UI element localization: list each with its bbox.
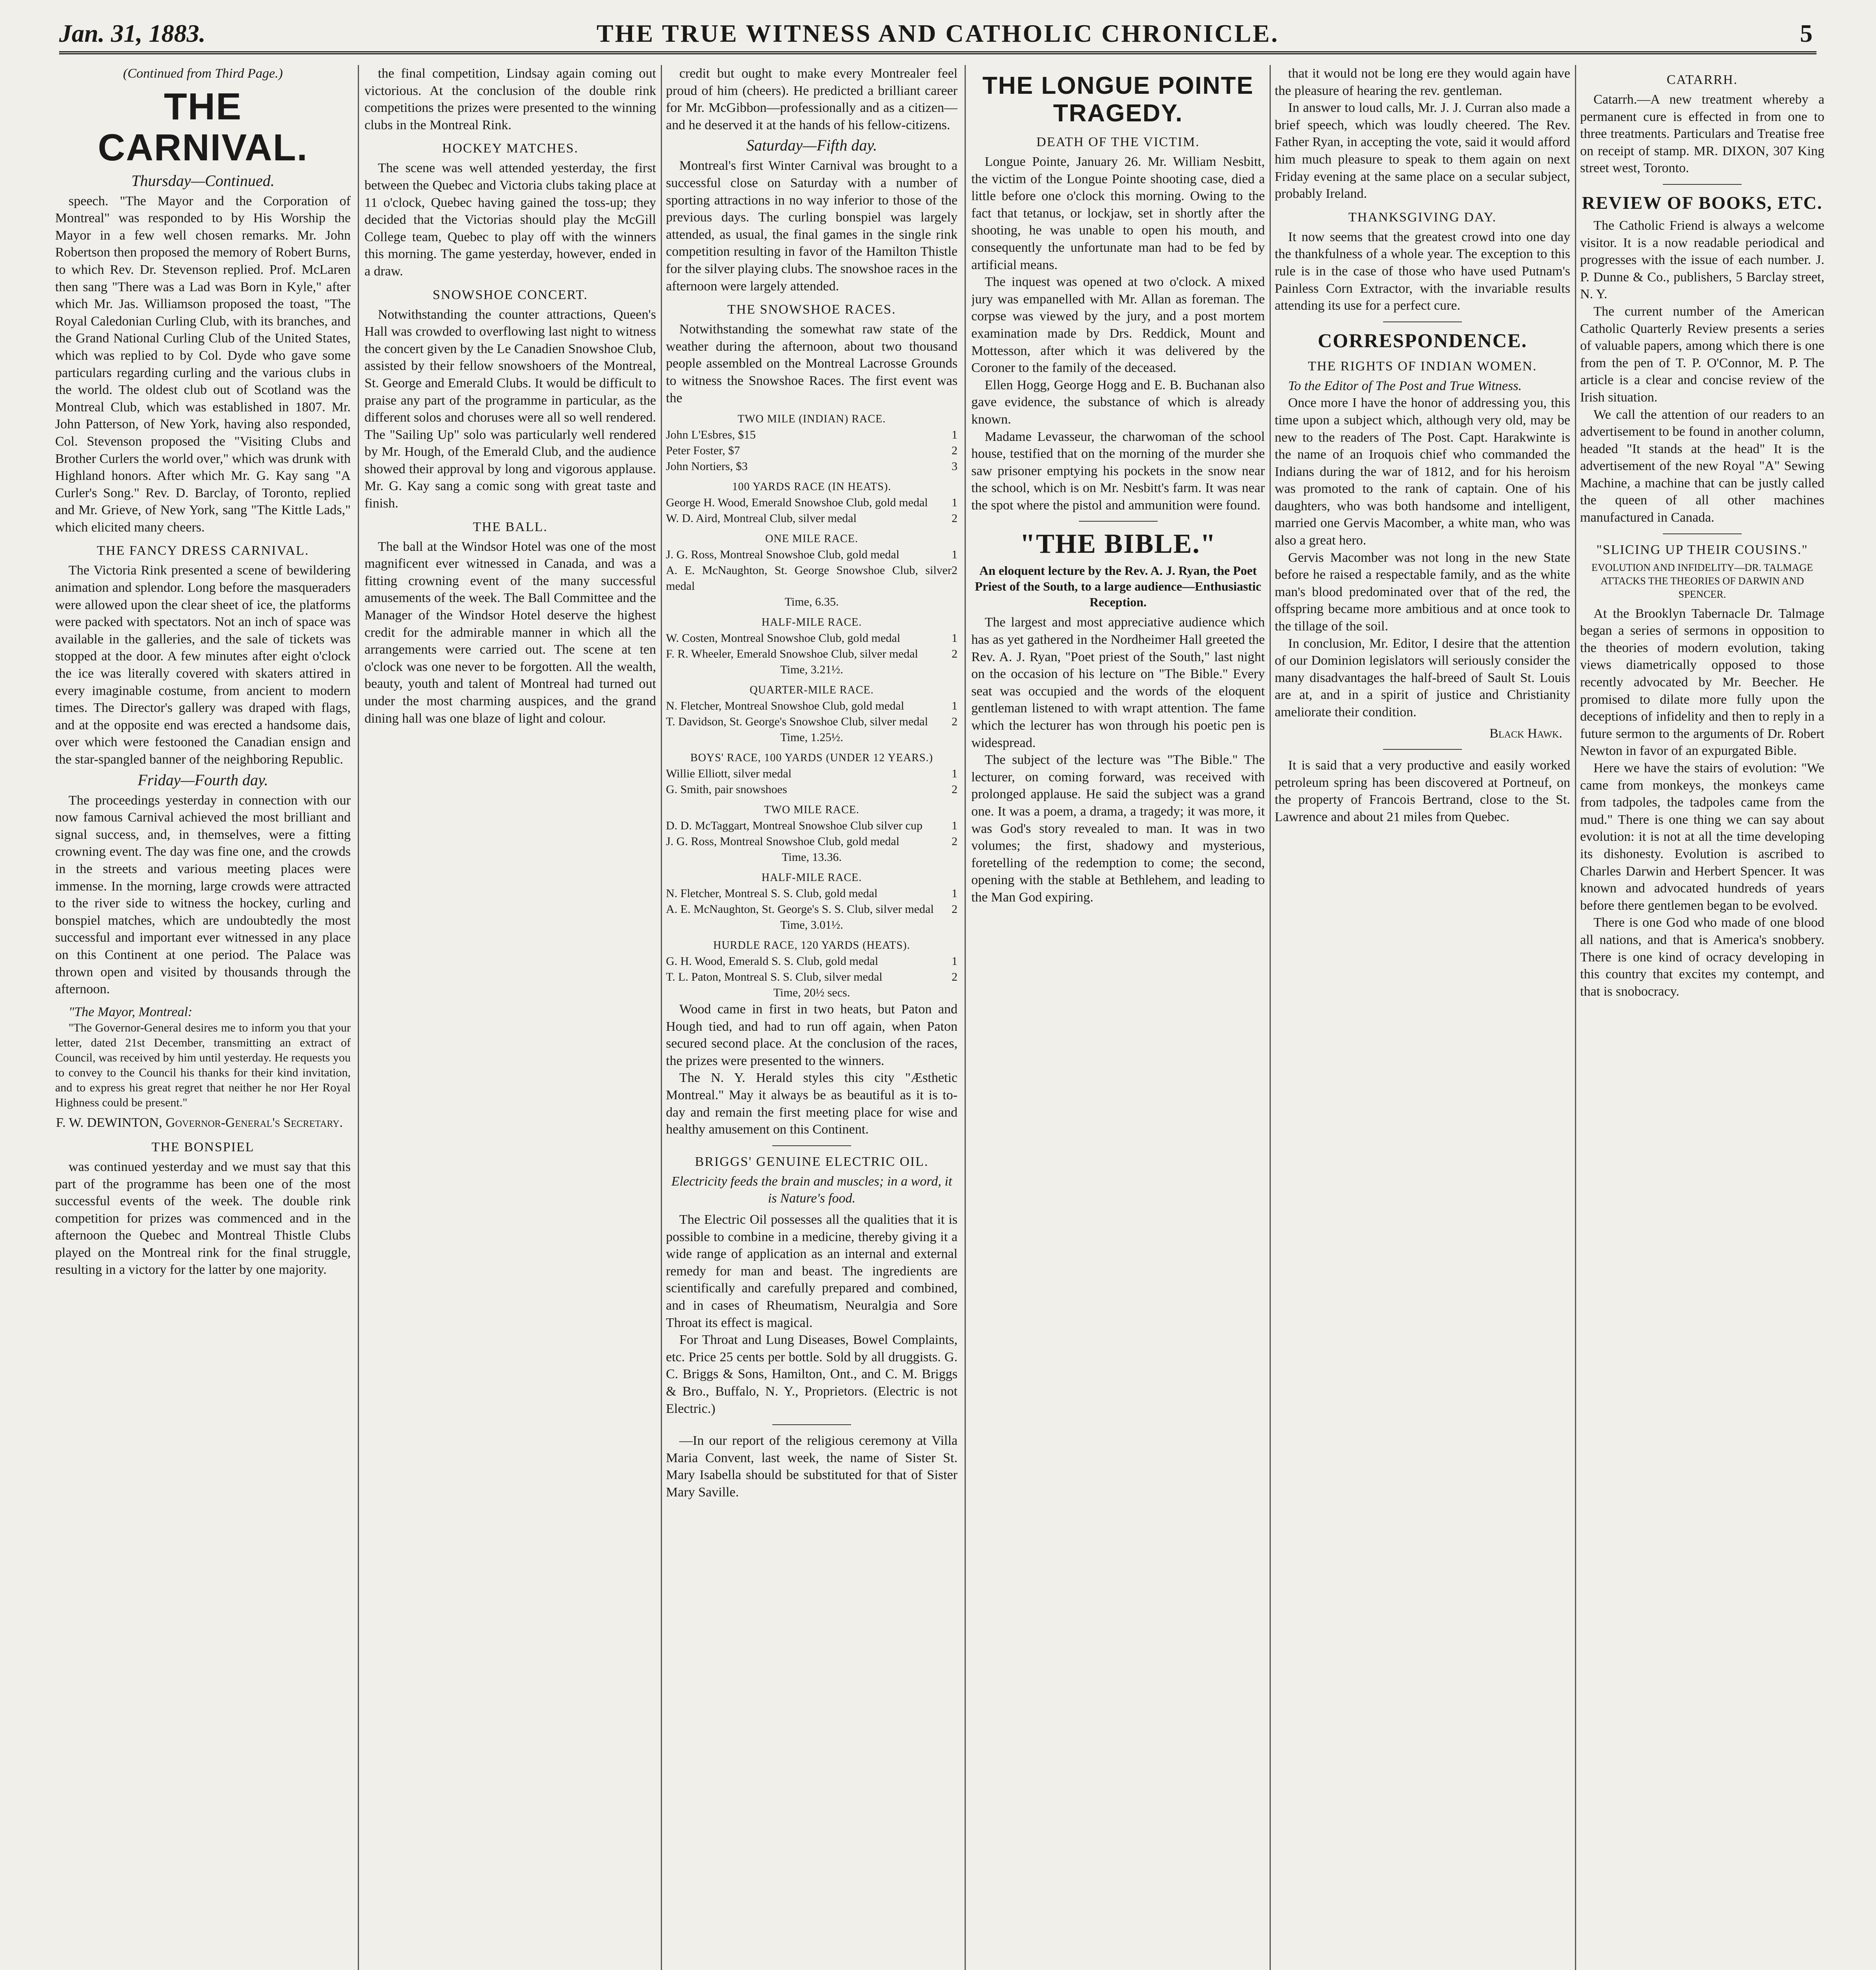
carnival-headline: THE CARNIVAL. <box>98 85 308 169</box>
article-paragraph: In conclusion, Mr. Editor, I desire that the attention of our Dominion legislators will seriously consider the many disadvantages the half-breed of Sault St. Louis are at, and in a spirit of justice and Christianity ameliorate their condition. <box>1275 636 1570 719</box>
race-time: Time, 6.35. <box>785 595 839 609</box>
race-result-row <box>666 886 958 901</box>
article-paragraph: Montreal's first Winter Carnival was brought to a successful close on Saturday with a number of sporting attractions in no way inferior to those of the previous days. The curling bonspiel was largely attended, as usual, the final games in the single rink competition resulting in favor of the Hamilton Thistle for the silver playing clubs. The snowshoe races in the afternoon were largely attended. <box>666 158 958 294</box>
briggs-ad-deck: Electricity feeds the brain and muscles; in a word, it is Nature's food. <box>671 1174 952 1206</box>
race-place: 1 <box>952 887 958 900</box>
race-time: Time, 1.25½. <box>780 731 843 744</box>
race-entrant: W. D. Aird, Montreal Club, silver medal <box>666 512 857 525</box>
race-result-row <box>666 495 958 511</box>
article-paragraph: speech. "The Mayor and the Corporation of Montreal" was responded to by His Worship the Mayor in a few well chosen remarks. Mr. John Robertson then proposed the memory of Robert Burns, to which Rev. Dr. Stevenson replied. Prof. McLaren then sang "There was a Lad was Born in Kyle," after which Mr. Jas. Williamson proposed the toast, "The Royal Caledonian Curling Club, with its branches, and the Grand National Curling Club of the United States, which was replied to by Col. Dyde who gave some particulars regarding curling and the various clubs in the world. The oldest club out of Scotland was the Montreal Club, which was established in 1807. Mr. John Patterson, of New York, having also responded, Col. Stevenson proposed the "Visiting Clubs and Brother Curlers the world over," which was drunk with Highland honors. After which Mr. G. Kay sang "A Curler's Song." Rev. D. Barclay, of Toronto, replied and Mr. Grieve, of New York, sang "The Kittle Lads," which elicited many cheers. <box>55 193 351 535</box>
race-place: 2 <box>952 512 958 525</box>
race-entrant: T. Davidson, St. George's Snowshoe Club, silver medal <box>666 715 928 729</box>
column-rule <box>1575 65 1576 1970</box>
race-result-row <box>666 459 958 474</box>
section-divider <box>1663 533 1742 534</box>
race-title: 100 YARDS RACE (IN HEATS). <box>732 481 891 493</box>
race-place: 1 <box>952 548 958 561</box>
article-paragraph: At the Brooklyn Tabernacle Dr. Talmage began a series of sermons in opposition to the theories of modern evolution, taking views diametrically opposed to those recently advocated by Mr. Beecher. He promised to dilate more fully upon the deceptions of infidelity and then to reply in a future sermon to the arguments of Dr. Robert Newton in favor of an expurgated Bible. <box>1580 606 1824 758</box>
article-paragraph: The proceedings yesterday in connection with our now famous Carnival achieved the most brilliant and signal success, and, in themselves, were a fitting crowning event. The day was fine one, and the crowds in the streets and various meeting places were immense. In the morning, large crowds were attracted to the river side to witness the hockey, curling and bonspiel matches, which are undoubtedly the most successful and important ever witnessed in any place on this Continent at one period. The Palace was thrown open and visited by thousands through the afternoon. <box>55 793 351 997</box>
race-entrant: N. Fletcher, Montreal Snowshoe Club, gold medal <box>666 699 904 713</box>
race-result-row <box>666 901 958 917</box>
race-result-row <box>666 714 958 730</box>
race-result-row <box>666 766 958 782</box>
section-divider <box>772 1424 851 1425</box>
race-place: 1 <box>952 819 958 833</box>
race-entrant: John L'Esbres, $15 <box>666 428 756 442</box>
article-paragraph: The Victoria Rink presented a scene of bewildering animation and splendor. Long before the masqueraders were allowed upon the clear sheet of ice, the platforms were packed with spectators. Not an inch of space was available in the galleries, and the sale of tickets was stopped at the door. A few minutes after eight o'clock the ice was literally covered with skaters attired in every imaginable costume, from ancient to modern times. The Director's gallery was draped with flags, and at the opposite end was erected a handsome dais, over which were festooned the Canadian ensign and the star-spangled banner of the neighboring Republic. <box>55 563 351 767</box>
race-entrant: J. G. Ross, Montreal Snowshoe Club, gold medal <box>666 835 900 848</box>
race-result-row <box>666 818 958 834</box>
race-time: Time, 3.01½. <box>780 918 843 932</box>
race-entrant: T. L. Paton, Montreal S. S. Club, silver medal <box>666 970 883 984</box>
column-2-hockey <box>364 65 656 1970</box>
race-entrant: G. Smith, pair snowshoes <box>666 783 787 796</box>
race-result-row <box>666 547 958 563</box>
thursday-subhead: Thursday—Continued. <box>131 171 275 190</box>
race-result-row <box>666 630 958 646</box>
column-6-reviews <box>1580 65 1824 1970</box>
article-paragraph: In answer to loud calls, Mr. J. J. Curran also made a brief speech, which was loudly cheered. The Rev. Father Ryan, in accepting the vote, said it would afford him much pleasure to speak to them again on next Friday evening at the same place on a secular subject, probably Ireland. <box>1275 100 1570 201</box>
race-title: ONE MILE RACE. <box>765 533 858 545</box>
race-entrant: A. E. McNaughton, St. George's S. S. Club, silver medal <box>666 903 934 916</box>
newspaper-title: THE TRUE WITNESS AND CATHOLIC CHRONICLE. <box>597 19 1279 47</box>
article-paragraph: The subject of the lecture was "The Bible." The lecturer, on coming forward, was received with prolonged applause. He said the subject was a grand one. It was a poem, a drama, a tragedy; it was more, it was God's story revealed to man. It was in two volumes; the first, shadowy and mysterious, foretelling of the redemption to come; the second, opening with the stable at Bethlehem, and leading to the Man God expiring. <box>971 753 1265 905</box>
section-divider <box>1383 749 1462 750</box>
bible-deck: An eloquent lecture by the Rev. A. J. Ryan, the Poet Priest of the South, to a large audience—Enthusiastic Reception. <box>974 563 1262 610</box>
article-paragraph: It is said that a very productive and easily worked petroleum spring has been discovered at Portneuf, on the property of Francois Bertrand, close to the St. Lawrence and about 21 miles from Quebec. <box>1275 758 1570 824</box>
column-rule <box>661 65 662 1970</box>
article-paragraph: the final competition, Lindsay again coming out victorious. At the conclusion of the double rink competitions the prizes were presented to the winning clubs in the Montreal Rink. <box>364 66 656 132</box>
friday-subhead: Friday—Fourth day. <box>138 771 268 789</box>
victim-subhead: DEATH OF THE VICTIM. <box>1036 135 1200 149</box>
ball-subhead: THE BALL. <box>473 519 548 534</box>
column-3-sports <box>666 65 958 1970</box>
article-paragraph: Notwithstanding the somewhat raw state of the weather during the afternoon, about two thousand people assembled on the Montreal Lacrosse Grounds to witness the Snowshoe Races. The first event was the <box>666 322 958 405</box>
race-entrant: George H. Wood, Emerald Snowshoe Club, gold medal <box>666 496 928 509</box>
race-entrant: N. Fletcher, Montreal S. S. Club, gold medal <box>666 887 878 900</box>
race-time: Time, 13.36. <box>781 851 842 864</box>
telegram-signature: F. W. DEWINTON, Governor-General's Secretary. <box>56 1115 343 1130</box>
article-paragraph: We call the attention of our readers to an advertisement to be found in another column, headed "It stands at the head" It is the advertisement of the new Royal "A" Sewing Machine, a machine that can be justly called the queen of all other machines manufactured in Canada. <box>1580 407 1824 525</box>
section-divider <box>772 1145 851 1146</box>
race-entrant: A. E. McNaughton, St. George Snowshoe Club, silver medal <box>666 564 952 593</box>
race-place: 1 <box>952 955 958 968</box>
slicing-deck: EVOLUTION AND INFIDELITY—DR. TALMAGE ATTACKS THE THEORIES OF DARWIN AND SPENCER. <box>1591 561 1813 600</box>
race-entrant: F. R. Wheeler, Emerald Snowshoe Club, silver medal <box>666 647 918 661</box>
race-place: 3 <box>952 460 958 473</box>
page-number: 5 <box>1800 19 1813 47</box>
race-result-row <box>666 782 958 797</box>
race-entrant: John Nortiers, $3 <box>666 460 748 473</box>
telegram-heading: "The Mayor, Montreal: <box>69 1004 193 1019</box>
race-place: 1 <box>952 699 958 713</box>
race-result-row <box>666 511 958 526</box>
article-paragraph: The Electric Oil possesses all the qualities that it is possible to combine in a medicine, thereby giving it a wide range of application as an internal and external remedy for man and beast. The ingredients are scientifically and carefully prepared and combined, and in cases of Rheumatism, Neuralgia and Sore Throat its effect is magical. <box>666 1212 958 1330</box>
bible-headline: "THE BIBLE." <box>1020 529 1216 559</box>
race-entrant: Willie Elliott, silver medal <box>666 767 792 781</box>
article-paragraph: Notwithstanding the counter attractions, Queen's Hall was crowded to overflowing last night to witness the concert given by the Le Canadien Snowshoe Club, assisted by their fellow snowshoers of the Montreal, St. George and Emerald Clubs. It would be difficult to praise any part of the programme in particular, as the different solos and choruses were all so well rendered. The "Sailing Up" solo was particularly well rendered by Mr. Hough, of the Emerald Club, and the audience showed their approval by long and vigorous applause. Mr. G. Kay sang a comic song with great taste and finish. <box>364 307 656 511</box>
concert-subhead: SNOWSHOE CONCERT. <box>432 287 588 302</box>
section-divider <box>1663 184 1742 185</box>
race-entrant: W. Costen, Montreal Snowshoe Club, gold medal <box>666 632 900 645</box>
column-rule <box>1270 65 1271 1970</box>
race-time: Time, 20½ secs. <box>773 986 850 1000</box>
race-result-row <box>666 969 958 985</box>
article-paragraph: that it would not be long ere they would again have the pleasure of hearing the rev. gentleman. <box>1275 66 1570 98</box>
hockey-subhead: HOCKEY MATCHES. <box>442 141 579 156</box>
issue-date: Jan. 31, 1883. <box>59 19 206 47</box>
race-place: 2 <box>952 903 958 916</box>
race-results <box>666 411 958 1001</box>
article-paragraph: Wood came in first in two heats, but Paton and Hough tied, and had to run off again, when Paton secured second place. At the conclusion of the races, the prizes were presented to the winners. <box>666 1002 958 1068</box>
race-result-row <box>666 646 958 662</box>
race-title: TWO MILE RACE. <box>764 804 859 816</box>
column-4-longue-pointe <box>971 65 1265 1970</box>
race-time: Time, 3.21½. <box>780 663 843 676</box>
race-place: 2 <box>952 444 958 457</box>
telegram-text: "The Governor-General desires me to inform you that your letter, dated 21st December, transmitting an extract of Council, was received by him until yesterday. He requests you to convey to the Council his thanks for their kind invitation, and to express his great regret that neither he nor Her Royal Highness could be present." <box>55 1021 351 1110</box>
advertisement-text: For Throat and Lung Diseases, Bowel Complaints, etc. Price 25 cents per bottle. Sold by all druggists. G. C. Briggs & Sons, Hamilton, Ont., and C. M. Briggs & Bro., Buffalo, N. Y., Proprietors. (Electric is not Electric.) <box>666 1333 958 1416</box>
race-result-row <box>666 834 958 849</box>
race-title: HURDLE RACE, 120 YARDS (HEATS). <box>713 939 910 952</box>
race-result-row <box>666 443 958 459</box>
race-title: BOYS' RACE, 100 YARDS (UNDER 12 YEARS.) <box>690 752 933 764</box>
article-paragraph: The largest and most appreciative audience which has as yet gathered in the Nordheimer Hall greeted the Rev. A. J. Ryan, "Poet priest of the South," last night on the occasion of his lecture on "The Bible." Every seat was occupied and the words of the eloquent gentleman listened to with wrapt attention. The fame which the lecturer has won through his poetic pen is widespread. <box>971 615 1265 750</box>
article-paragraph: Longue Pointe, January 26. Mr. William Nesbitt, the victim of the Longue Pointe shooting case, died a little before one o'clock this morning. Owing to the fact that tetanus, or lockjaw, set in shortly after the shooting, he was unable to open his mouth, and consequently the unfortunate man had to be fed by artificial means. <box>971 154 1265 272</box>
snowshoe-races-subhead: THE SNOWSHOE RACES. <box>727 302 896 317</box>
race-place: 1 <box>952 767 958 781</box>
advertisement-text: Catarrh.—A new treatment whereby a permanent cure is effected in from one to three treatments. Particulars and Treatise free on receipt of stamp. MR. DIXON, 307 King street west, Toronto. <box>1580 92 1824 176</box>
letter-salutation: To the Editor of The Post and True Witness. <box>1288 378 1522 393</box>
race-result-row <box>666 563 958 594</box>
article-paragraph: The inquest was opened at two o'clock. A mixed jury was empanelled with Mr. Allan as foreman. The corpse was viewed by the jury, and a post mortem examination made by Drs. Reddick, Mount and Mottesson, after which it was delivered by the Coroner to the family of the deceased. <box>971 275 1265 375</box>
fancy-dress-subhead: THE FANCY DRESS CARNIVAL. <box>97 543 309 558</box>
review-books-headline: REVIEW OF BOOKS, ETC. <box>1582 192 1823 213</box>
article-paragraph: The scene was well attended yesterday, the first between the Quebec and Victoria clubs taking place at 11 o'clock, Quebec having gained the toss-up; they decided that the Victorias should play the McGill College team, Quebec to play off with the winners this morning. The game yesterday, however, ended in a draw. <box>364 161 656 279</box>
indian-women-subhead: THE RIGHTS OF INDIAN WOMEN. <box>1308 359 1537 374</box>
race-place: 1 <box>952 496 958 509</box>
race-result-row <box>666 698 958 714</box>
article-paragraph: Ellen Hogg, George Hogg and E. B. Buchanan also gave evidence, the substance of which is already known. <box>971 377 1265 427</box>
article-paragraph: The ball at the Windsor Hotel was one of the most magnificent ever witnessed in Canada, and was a fitting crowning event of the many successful amusements of the week. The Ball Committee and the Manager of the Windsor Hotel deserve the highest credit for the admirable manner in which all the arrangements were carried out. The scene at ten o'clock was one never to be forgotten. All the wealth, beauty, youth and talent of Montreal had turned out under the most charming auspices, and the grand dining hall was one blaze of light and colour. <box>364 539 656 726</box>
article-paragraph: Here we have the stairs of evolution: "We came from monkeys, the monkeys came from tadpoles, the tadpoles came from the mud." There is one thing we can say about evolution: it is not at all the time developing its dishonesty. Evolution is ascribed to Charles Darwin and Herbert Spencer. It was known and advocated hundreds of years before there gentlemen began to be evolved. <box>1580 761 1824 913</box>
column-1-carnival <box>55 65 351 1970</box>
race-place: 1 <box>952 632 958 645</box>
longue-pointe-headline: THE LONGUE POINTE TRAGEDY. <box>982 72 1254 127</box>
article-paragraph: was continued yesterday and we must say that this part of the programme has been one of the most successful events of the week. The double rink competition for prizes was commenced and in the afternoon the Quebec and Montreal Thistle Clubs played on the Montreal rink for the final struggle, resulting in a victory for the latter by one majority. <box>55 1159 351 1277</box>
article-paragraph: —In our report of the religious ceremony at Villa Maria Convent, last week, the name of Sister St. Mary Isabella should be substituted for that of Sister Mary Saville. <box>666 1433 958 1500</box>
race-title: HALF-MILE RACE. <box>761 616 862 629</box>
race-result-row <box>666 427 958 443</box>
article-paragraph: Once more I have the honor of addressing you, this time upon a subject which, although very old, may be new to the readers of The Post. Capt. Harakwinte is the name of an Iroquois chief who commanded the Indians during the war of 1812, and for his heroism was promoted to the rank of captain. One of his daughters, who was both handsome and intelligent, married one Gervis Macomber, a white man, who was also a great hero. <box>1275 396 1570 548</box>
article-paragraph: The N. Y. Herald styles this city "Æsthetic Montreal." May it always be as beautiful as it is to-day and remain the first meeting place for wise and healthy amusement on this Continent. <box>666 1070 958 1137</box>
article-paragraph: credit but ought to make every Montrealer feel proud of him (cheers). He predicted a brilliant career for Mr. McGibbon—professionally and as a citizen—and he deserved it at the hands of his fellow-citizens. <box>666 66 958 132</box>
race-entrant: J. G. Ross, Montreal Snowshoe Club, gold medal <box>666 548 900 561</box>
column-rule <box>358 65 359 1970</box>
article-paragraph: The current number of the American Catholic Quarterly Review presents a series of valuable papers, among which there is one from the pen of T. P. O'Connor, M. P. The article is a clear and concise review of the Irish situation. <box>1580 304 1824 405</box>
briggs-ad-headline: BRIGGS' GENUINE ELECTRIC OIL. <box>695 1154 929 1169</box>
race-place: 2 <box>952 564 958 577</box>
catarrh-headline: CATARRH. <box>1666 72 1738 87</box>
article-paragraph: It now seems that the greatest crowd into one day the thankfulness of a whole year. The exception to this rule is in the case of those who have used Putnam's Painless Corn Extractor, with the invariable results attending its use for a perfect cure. <box>1275 229 1570 313</box>
race-place: 2 <box>952 647 958 661</box>
race-place: 2 <box>952 715 958 729</box>
saturday-subhead: Saturday—Fifth day. <box>746 136 877 154</box>
letter-signature: Black Hawk. <box>1489 726 1562 741</box>
article-paragraph: Gervis Macomber was not long in the new State before he raised a respectable family, and as the white man's blood predominated over that of the red, the offspring became more ambitious and at once took to the tillage of the soil. <box>1275 550 1570 634</box>
column-5-correspondence <box>1275 65 1570 1970</box>
race-result-row <box>666 953 958 969</box>
correspondence-headline: CORRESPONDENCE. <box>1318 329 1527 351</box>
race-place: 2 <box>952 835 958 848</box>
race-place: 2 <box>952 970 958 984</box>
race-entrant: Peter Foster, $7 <box>666 444 740 457</box>
section-divider <box>1079 521 1158 522</box>
race-title: QUARTER-MILE RACE. <box>749 684 874 697</box>
thanksgiving-subhead: THANKSGIVING DAY. <box>1348 210 1497 225</box>
article-paragraph: The Catholic Friend is always a welcome visitor. It is a now readable periodical and progresses with the issue of each number. J. P. Dunne & Co., publishers, 5 Barclay street, N. Y. <box>1580 218 1824 302</box>
bonspiel-subhead: THE BONSPIEL <box>151 1139 255 1154</box>
race-title: TWO MILE (INDIAN) RACE. <box>737 413 886 426</box>
race-place: 2 <box>952 783 958 796</box>
article-paragraph: There is one God who made of one blood all nations, and that is America's snobbery. There is one kind of ocracy developing in this country that excites my contempt, and that is snobocracy. <box>1580 915 1824 999</box>
race-entrant: D. D. McTaggart, Montreal Snowshoe Club silver cup <box>666 819 923 833</box>
slicing-headline: "SLICING UP THEIR COUSINS." <box>1596 542 1808 557</box>
column-rule <box>965 65 966 1970</box>
race-place: 1 <box>952 428 958 442</box>
race-title: HALF-MILE RACE. <box>761 872 862 884</box>
continued-note: (Continued from Third Page.) <box>123 66 283 81</box>
article-paragraph: Madame Levasseur, the charwoman of the school house, testified that on the morning of the murder she saw prisoner emptying his pockets in the snow near the school, which is on Mr. Nesbitt's farm. It was near the spot where the pistol and ammunition were found. <box>971 429 1265 513</box>
masthead <box>59 16 1817 54</box>
race-entrant: G. H. Wood, Emerald S. S. Club, gold medal <box>666 955 878 968</box>
